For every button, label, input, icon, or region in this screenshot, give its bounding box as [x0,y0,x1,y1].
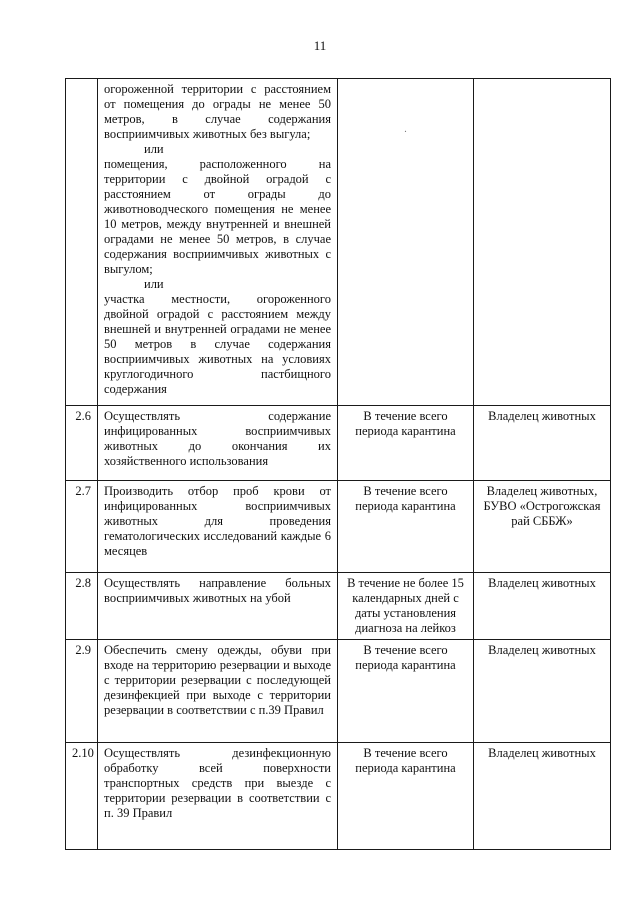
cell-action: Обеспечить смену одежды, обуви при входе на территорию резервации и выходе с территории резервации с последующей дезинфекцией при выходе с территории резервации в соответствии с п.39 Правил [98,640,338,743]
cell-responsible [474,79,611,406]
cell-number: 2.10 [66,743,98,850]
table-row [66,406,611,481]
action-text: помещения, расположенного на территории с двойной оградой с расстоянием от ограды до животноводческого помещения не менее 10 метров, между внутренней и внешней оградами не менее 50 метров, в случае содержания восприимчивых животных с выгулом; [104,157,331,276]
cell-action [98,79,338,406]
cell-action: Производить отбор проб крови от инфицированных восприимчивых животных для проведения гематологических исследований каждые 6 месяцев [98,481,338,573]
cell-action: Осуществлять дезинфекционную обработку всей поверхности транспортных средств при выезде с территории резервации в соответствии с п. 39 Правил [98,743,338,850]
cell-term: В течение всего периода карантина [338,743,474,850]
cell-term [338,79,474,406]
or-text: или [144,277,164,291]
or-text: или [144,142,164,156]
cell-responsible: Владелец животных [474,406,611,481]
cell-number: 2.6 [66,406,98,481]
action-text: огороженной территории с расстоянием от помещения до ограды не менее 50 метров, в случае содержания восприимчивых животных без выгула; [104,82,331,141]
action-text: участка местности, огороженного двойной оградой с расстоянием между внешней и внутренней оградами не менее 50 метров в случае содержания восприимчивых животных на условиях круглогодичного пастбищного содержания [104,292,331,396]
term-mark: . [404,124,407,135]
cell-action: Осуществлять содержание инфицированных восприимчивых животных до окончания их хозяйственного использования [98,406,338,481]
cell-responsible: Владелец животных [474,573,611,640]
cell-responsible: Владелец животных [474,640,611,743]
cell-responsible: Владелец животных [474,743,611,850]
cell-number: 2.9 [66,640,98,743]
cell-number: 2.7 [66,481,98,573]
page-number: 11 [313,38,327,53]
table-row [66,573,611,640]
table-row-continuation [66,79,611,406]
cell-term: В течение всего периода карантина [338,406,474,481]
cell-term: В течение не более 15 календарных дней с даты установления диагноза на лейкоз [338,573,474,640]
cell-term: В течение всего периода карантина [338,481,474,573]
cell-number: 2.8 [66,573,98,640]
table-row [66,743,611,850]
cell-action: Осуществлять направление больных восприимчивых животных на убой [98,573,338,640]
table-row [66,481,611,573]
cell-number [66,79,98,406]
measures-table [65,78,611,850]
table-row [66,640,611,743]
cell-term: В течение всего периода карантина [338,640,474,743]
cell-responsible: Владелец животных, БУВО «Острогожская рай СББЖ» [474,481,611,573]
